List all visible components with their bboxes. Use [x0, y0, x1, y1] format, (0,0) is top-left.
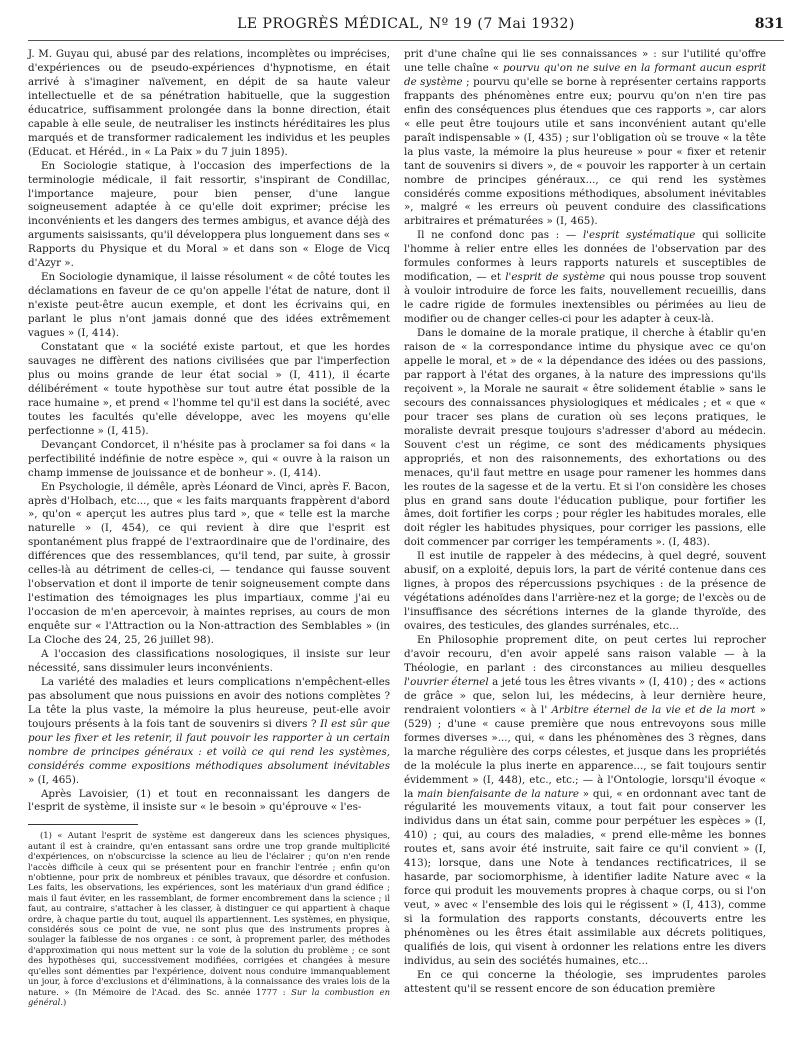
paragraph — [404, 48, 766, 229]
text-run: La variété des maladies et leurs complications n'empêchent-elles pas absolument que nous puissions en avoir des notions complètes ? La tête la plus vaste, la mémoire la plus heureuse, peut-elle avoir toujours présents à la fois tant de souvenirs si divers ? — [28, 675, 390, 730]
paragraph: Dans le domaine de la morale pratique, il cherche à établir qu'en raison de « la correspondance intime du physique avec ce qu'on appelle le moral, et » de « la dépendance des idées ou des passions, par rapport à l'état des organes, à la nature des impressions qu'ils reçoivent », la Morale ne saurait « être solidement établie » sans le secours des connaissances physiologiques et médicales ; et « que « pour tracer ses plans de curation où ses leçons pratiques, le moraliste devrait presque toujours s'adresser d'abord au médecin. Souvent c'est un régime, ce sont des médicaments physiques appropriés, et non des raisonnements, des exhortations ou des menaces, qu'il faut mettre en usage pour ramener les hommes dans les routes de la sagesse et de la vertu. Et si l'on considère les choses plus en grand sans doute l'éducation publique, pour fortifier les âmes, doit fortifier les corps ; pour régler les habitudes morales, elle doit régler les habitudes physiques, pour corriger les passions, elle doit commencer par corriger les tempéraments ». (I, 483). — [404, 327, 766, 549]
document-page — [28, 10, 784, 1040]
text-run: Il ne confond donc pas : — — [417, 229, 583, 242]
text-run: En Philosophie proprement dite, on peut certes lui reprocher d'avoir recouru, d'en avoir appelé sans raison valable — à la Théologie, en parlant : des circonstances au milieu desquelles — [404, 634, 766, 674]
page-number: 831 — [754, 16, 784, 32]
italic-quote: pourvu qu'on ne suive en la formant aucun esprit de système — [404, 61, 767, 88]
text-run: » (I, 465). — [28, 773, 80, 786]
text-run: qui sollicite l'homme à relier entre elles les données de l'observation par des formules conformes à leurs rapports naturels et susceptibles de modification, — et — [404, 229, 766, 284]
italic-phrase: l'ouvrier éternel — [404, 675, 489, 688]
text-run: a jeté tous les êtres vivants » (I, 410) ; des « actions de grâce » que, selon lui, les médecins, à leur dernière heure, rendraient volontiers « à l' — [404, 675, 766, 716]
text-run: ; pourvu qu'elle se borne à représenter certains rapports frappants des phénomènes entre eux; pourvu qu'on n'en tire pas enfin des conséquences plus étendues que ces rapports », car alors « elle peut être toujours utile et sans inconvénient autant qu'elle paraît indispensable » (I, 435) ; sur l'obligation où se trouve « la tête la plus vaste, la mémoire la plus heureuse » pour « fixer et retenir tant de souvenirs si divers », de « pouvoir les rapporter à un certain nombre de principes généraux..., ce qui rend les systèmes considérés comme expositions méthodiques, absolument inévitables », malgré « les erreurs où peuvent conduire des classifications arbitraires et prématurées » (I, 465). — [404, 75, 766, 228]
paragraph: A l'occasion des classifications nosologiques, il insiste sur leur nécessité, sans dissimuler leurs inconvénients. — [28, 647, 390, 674]
italic-term: l'esprit systématique — [582, 229, 696, 242]
italic-phrase: main bienfaisante de la nature — [417, 787, 579, 800]
text-run: prit d'une chaîne qui lie ses connaissances » : sur l'utilité qu'offre une telle chaîne « — [404, 48, 766, 74]
text-run: » (529) ; d'une « cause première que nous entrevoyons sous mille formes diverses »..., qui, « dans les phénomènes des 3 règnes, dans la marche régulière des corps célestes, et jusque dans les propriétés de la molécule la plus inerte en apparence..., se fait toujours sentir évidemment » (I, 448), etc., etc.; — à l'Ontologie, lorsqu'il évoque « la — [404, 703, 766, 800]
text-run: (1) « Autant l'esprit de système est dangereux dans les sciences physiques, autant il est à craindre, qu'en entassant sans ordre une trop grande multiplicité d'expériences, on n'obscurcisse la science au lieu de l'éclairer ; qu'on n'en rende l'accès difficile à ceux qui se présentent pour en franchir l'entrée ; enfin qu'on n'obtienne, pour prix de nombreux et pénibles travaux, que désordre et confusion. Les faits, les observations, les expériences, sont les matériaux d'un grand édifice ; mais il faut éviter, en les rassemblant, de former encombrement dans la science ; il faut, au contraire, s'attacher à les classer, à distinguer ce qui appartient à chaque ordre, à chaque partie du tout, auquel ils appartiennent. Les systèmes, en physique, considérés sous ce point de vue, ne sont plus que des instruments propres à soulager la faiblesse de nos organes : ce sont, à proprement parler, des méthodes d'approximation qui nous mettent sur la voie de la solution du problème ; ce sont des hypothèses qui, successivement modifiées, corrigées et changées à mesure qu'elles sont démenties par l'expérience, doivent nous conduire immanquablement un jour, à force d'exclusions et d'éliminations, à la connaissance des vraies lois de la nature. » (In Mémoire de l'Acad. des Sc. année 1777 : — [28, 830, 390, 997]
right-column — [404, 48, 766, 997]
paragraph: Constatant que « la société existe partout, et que les hordes sauvages ne diffèrent des nations civilisées que par l'imperfection plus ou moins grande de leur état social » (I, 411), il écarte délibérément « toute hypothèse sur tout autre état possible de la race humaine », et prend « l'homme tel qu'il est dans la société, avec toutes les facultés qu'elle développe, avec les moyens qu'elle perfectionne » (I, 415). — [28, 341, 390, 437]
paragraph: J. M. Guyau qui, abusé par des relations, incomplètes ou imprécises, d'expériences ou de pseudo-expériences d'hypnotisme, en était arrivé à s'imaginer naïvement, en dépit de sa haute valeur intellectuelle et de sa pénétration habituelle, que la suggestion éducatrice, suffisamment prolongée dans la bonne direction, était capable à elle seule, de neutraliser les instincts héréditaires les plus marqués et de transformer radicalement les individus et les peuples (Educat. et Héréd., in « La Paix » du 7 juin 1895). — [28, 48, 390, 158]
running-header — [28, 10, 784, 41]
paragraph: Devançant Condorcet, il n'hésite pas à proclamer sa foi dans « la perfectibilité indéfinie de notre espèce », qui « ouvre à la raison un champ immense de jouissance et de bonheur ». (I, 414). — [28, 438, 390, 479]
paragraph: Il est inutile de rappeler à des médecins, à quel degré, souvent abusif, on a exploité, depuis lors, la part de vérité contenue dans ces lignes, à propos des répercussions psychiques : de la présence de végétations adénoïdes dans l'arrière-nez et la gorge; de l'excès ou de l'insuffisance des sécrétions internes de la glande thyroïde, des ovaires, des testicules, des glandes surrénales, etc... — [404, 550, 766, 633]
paragraph: En ce qui concerne la théologie, ses imprudentes paroles attestent qu'il se ressent encore de son éducation première — [404, 968, 766, 995]
text-run: qui nous pousse trop souvent à vouloir introduire de force les faits, nouvellement recueillis, dans le cadre rigide de formules inextensibles ou périmées au lieu de modifier ou de changer celles-ci pour les adapter à ceux-là. — [404, 271, 766, 326]
italic-quote: Il est sûr que pour les fixer et les retenir, il faut pouvoir les rapporter à un certain nombre de principes généraux : et voilà ce qui rend les systèmes, considérés comme expositions méthodiques absolument inévitables — [28, 717, 390, 772]
paragraph — [28, 676, 390, 788]
paragraph: En Sociologie dynamique, il laisse résolument « de côté toutes les déclamations en faveur de ce qu'on appelle l'état de nature, dont il n'existe peut-être aucun exemple, et dont les écrivains qui, en parlant le plus n'ont jamais donné que des idées extrêmement vagues » (I, 414). — [28, 271, 390, 340]
italic-phrase: Arbitre éternel de la vie et de la mort — [551, 703, 756, 716]
paragraph — [404, 229, 766, 327]
text-run: ) — [63, 996, 67, 1007]
footnote — [28, 830, 390, 1007]
italic-title: Sur la combustion en général. — [28, 986, 390, 1007]
italic-term: l'esprit de système — [505, 271, 606, 284]
text-columns — [28, 48, 784, 1040]
paragraph — [404, 634, 766, 969]
left-column — [28, 48, 390, 1007]
paragraph: Après Lavoisier, (1) et tout en reconnaissant les dangers de l'esprit de système, il insiste sur « le besoin » qu'éprouve « l'es- — [28, 787, 390, 814]
paragraph: En Sociologie statique, à l'occasion des imperfections de la terminologie médicale, il fait ressortir, s'inspirant de Condillac, l'importance majeure, pour bien penser, d'une langue soigneusement adaptée à ce qu'elle doit exprimer; précise les inconvénients et les dangers des termes ambigus, et avance déjà des arguments saisissants, qu'il développera plus longuement dans ses « Rapports du Physique et du Moral » et dans son « Eloge de Vicq d'Azyr ». — [28, 159, 390, 270]
paragraph: En Psychologie, il démêle, après Léonard de Vinci, après F. Bacon, après d'Holbach, etc..., que « les faits marquants frappèrent d'abord », qu'on « aperçut les autres plus tard », que « telle est la marche naturelle » (I, 454), ce qui revient à dire que l'esprit est spontanément plus frappé de l'extraordinaire que de l'ordinaire, des différences que des ressemblances, qu'il tend, par suite, à grossir celles-là au détriment de celles-ci, — tendance qui fausse souvent l'observation et dont il importe de tenir soigneusement compte dans l'estimation des témoignages les plus impartiaux, comme j'ai eu l'occasion de m'en apercevoir, à maintes reprises, au cours de mon enquête sur « l'Attraction ou la Non-attraction des Semblables » (in La Cloche des 24, 25, 26 juillet 98). — [28, 480, 390, 647]
text-run: » qui, « en ordonnant avec tant de régularité les mouvements vitaux, a tout fait pour conserver les individus dans un état sain, comme pour perpétuer les espèces » (I, 410) ; qui, au cours des maladies, « prend elle-même les bonnes routes et, sans avoir été instruite, sait faire ce qu'il convient » (I, 413); lorsque, dans une Note à tendances rectificatrices, il se hasarde, par sociomorphisme, à identifier ladite Nature avec « la force qui produit les mouvements propres à chaque corps, ou si l'on veut, » avec « l'ensemble des lois qui le régissent » (I, 413), comme si la formulation des rapports constants, découverts entre les phénomènes ou les êtres était assimilable aux décrets politiques, qualifiés de lois, qui visent à ordonner les relations entre les divers individus, au sein des sociétés humaines, etc... — [404, 787, 766, 967]
journal-title: LE PROGRÈS MÉDICAL, Nº 19 (7 Mai 1932) — [237, 16, 575, 32]
footnote-rule — [28, 824, 138, 825]
footnote-text — [28, 830, 390, 1007]
